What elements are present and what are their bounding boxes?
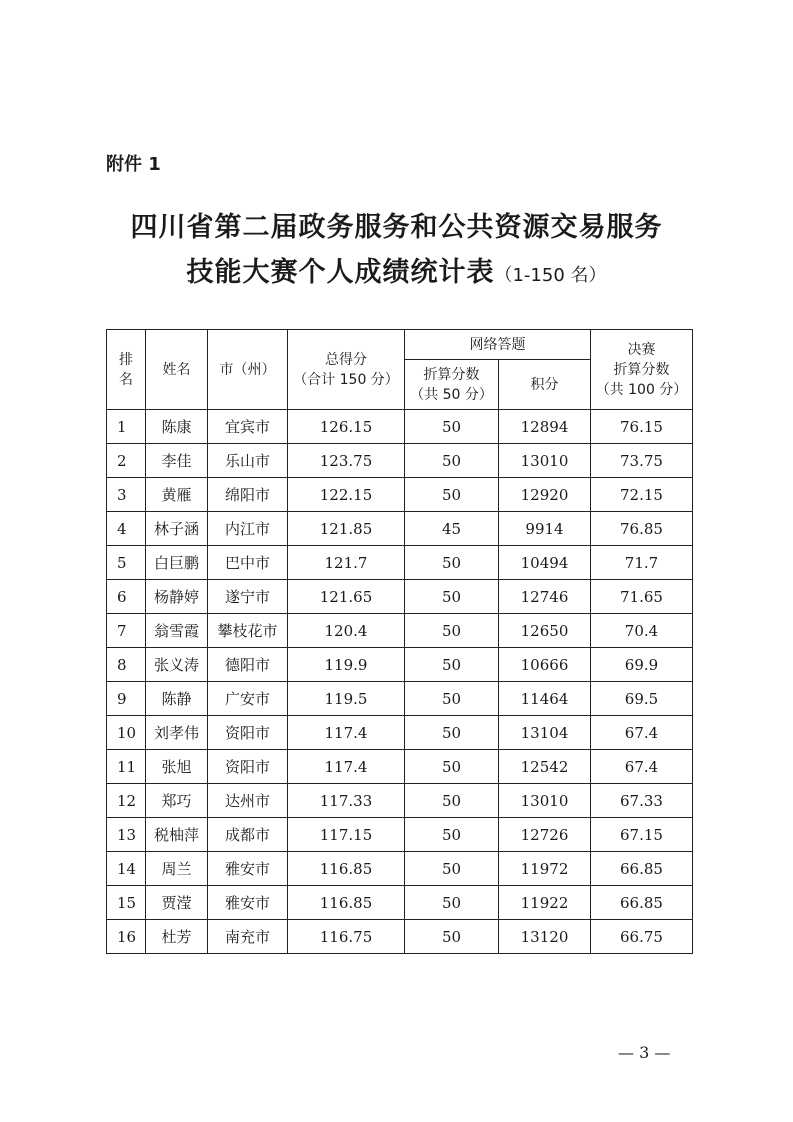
header-online-score-1: 折算分数 <box>423 366 480 383</box>
cell-rank: 1 <box>107 410 146 444</box>
cell-total: 119.5 <box>288 682 405 716</box>
table-row <box>107 444 693 478</box>
cell-total: 117.4 <box>288 716 405 750</box>
cell-points: 12746 <box>499 580 591 614</box>
cell-total: 119.9 <box>288 648 405 682</box>
cell-rank: 12 <box>107 784 146 818</box>
cell-points: 11464 <box>499 682 591 716</box>
cell-name: 李佳 <box>146 444 208 478</box>
table-row <box>107 478 693 512</box>
cell-points: 12894 <box>499 410 591 444</box>
table-row <box>107 750 693 784</box>
cell-city: 资阳市 <box>208 716 288 750</box>
cell-online-score: 50 <box>405 886 499 920</box>
cell-rank: 5 <box>107 546 146 580</box>
cell-final: 67.15 <box>591 818 693 852</box>
cell-total: 120.4 <box>288 614 405 648</box>
cell-name: 税柚萍 <box>146 818 208 852</box>
header-total-1: 总得分 <box>325 351 367 368</box>
cell-total: 116.75 <box>288 920 405 954</box>
header-online-score-2: （共 50 分） <box>410 386 493 403</box>
cell-city: 宜宾市 <box>208 410 288 444</box>
cell-name: 杜芳 <box>146 920 208 954</box>
cell-points: 12542 <box>499 750 591 784</box>
cell-final: 71.7 <box>591 546 693 580</box>
cell-rank: 7 <box>107 614 146 648</box>
cell-name: 杨静婷 <box>146 580 208 614</box>
cell-points: 13104 <box>499 716 591 750</box>
cell-name: 郑巧 <box>146 784 208 818</box>
cell-city: 乐山市 <box>208 444 288 478</box>
cell-city: 成都市 <box>208 818 288 852</box>
cell-final: 66.85 <box>591 852 693 886</box>
cell-final: 66.75 <box>591 920 693 954</box>
cell-online-score: 50 <box>405 614 499 648</box>
cell-name: 白巨鹏 <box>146 546 208 580</box>
cell-final: 66.85 <box>591 886 693 920</box>
cell-name: 刘孝伟 <box>146 716 208 750</box>
cell-online-score: 50 <box>405 920 499 954</box>
header-online-score <box>405 360 499 410</box>
cell-points: 12726 <box>499 818 591 852</box>
header-city: 市（州） <box>208 330 288 410</box>
cell-final: 72.15 <box>591 478 693 512</box>
header-final <box>591 330 693 410</box>
header-rank <box>107 330 146 410</box>
header-total-2: （合计 150 分） <box>293 371 399 388</box>
cell-total: 116.85 <box>288 886 405 920</box>
cell-name: 翁雪霞 <box>146 614 208 648</box>
table-row <box>107 920 693 954</box>
cell-points: 11922 <box>499 886 591 920</box>
cell-points: 13120 <box>499 920 591 954</box>
cell-online-score: 50 <box>405 682 499 716</box>
table-row <box>107 410 693 444</box>
cell-final: 76.85 <box>591 512 693 546</box>
header-final-2: 折算分数 <box>613 361 670 378</box>
cell-online-score: 50 <box>405 410 499 444</box>
attachment-label: 附件 1 <box>106 154 161 175</box>
table-row <box>107 512 693 546</box>
cell-online-score: 50 <box>405 784 499 818</box>
cell-final: 67.4 <box>591 750 693 784</box>
cell-final: 67.33 <box>591 784 693 818</box>
cell-online-score: 50 <box>405 580 499 614</box>
cell-points: 13010 <box>499 444 591 478</box>
cell-final: 67.4 <box>591 716 693 750</box>
document-title-line1: 四川省第二届政务服务和公共资源交易服务 <box>130 212 663 243</box>
header-total <box>288 330 405 410</box>
table-row <box>107 852 693 886</box>
cell-points: 12650 <box>499 614 591 648</box>
cell-name: 张义涛 <box>146 648 208 682</box>
cell-rank: 4 <box>107 512 146 546</box>
cell-final: 69.9 <box>591 648 693 682</box>
cell-city: 雅安市 <box>208 886 288 920</box>
cell-online-score: 50 <box>405 852 499 886</box>
cell-points: 9914 <box>499 512 591 546</box>
cell-rank: 13 <box>107 818 146 852</box>
cell-rank: 15 <box>107 886 146 920</box>
cell-online-score: 50 <box>405 444 499 478</box>
cell-online-score: 50 <box>405 716 499 750</box>
table-row <box>107 784 693 818</box>
cell-online-score: 45 <box>405 512 499 546</box>
header-rank-2: 名 <box>119 371 133 388</box>
cell-final: 69.5 <box>591 682 693 716</box>
cell-name: 贾滢 <box>146 886 208 920</box>
cell-total: 117.15 <box>288 818 405 852</box>
table-row <box>107 546 693 580</box>
cell-city: 攀枝花市 <box>208 614 288 648</box>
cell-online-score: 50 <box>405 546 499 580</box>
cell-total: 121.65 <box>288 580 405 614</box>
table-row <box>107 682 693 716</box>
table-row <box>107 886 693 920</box>
cell-total: 121.7 <box>288 546 405 580</box>
header-name: 姓名 <box>146 330 208 410</box>
cell-points: 13010 <box>499 784 591 818</box>
cell-points: 10666 <box>499 648 591 682</box>
cell-city: 巴中市 <box>208 546 288 580</box>
cell-rank: 2 <box>107 444 146 478</box>
cell-rank: 11 <box>107 750 146 784</box>
cell-rank: 9 <box>107 682 146 716</box>
cell-points: 11972 <box>499 852 591 886</box>
cell-total: 117.4 <box>288 750 405 784</box>
cell-final: 71.65 <box>591 580 693 614</box>
cell-name: 陈康 <box>146 410 208 444</box>
cell-name: 张旭 <box>146 750 208 784</box>
cell-final: 76.15 <box>591 410 693 444</box>
cell-points: 12920 <box>499 478 591 512</box>
cell-total: 116.85 <box>288 852 405 886</box>
table-row <box>107 580 693 614</box>
cell-name: 陈静 <box>146 682 208 716</box>
cell-name: 林子涵 <box>146 512 208 546</box>
cell-city: 资阳市 <box>208 750 288 784</box>
header-rank-1: 排 <box>119 351 133 368</box>
cell-final: 73.75 <box>591 444 693 478</box>
cell-total: 121.85 <box>288 512 405 546</box>
cell-rank: 16 <box>107 920 146 954</box>
cell-city: 遂宁市 <box>208 580 288 614</box>
table-row <box>107 818 693 852</box>
cell-online-score: 50 <box>405 478 499 512</box>
cell-city: 德阳市 <box>208 648 288 682</box>
document-title-line2 <box>0 250 793 289</box>
cell-city: 雅安市 <box>208 852 288 886</box>
header-final-1: 决赛 <box>627 341 656 358</box>
header-final-3: （共 100 分） <box>595 381 688 398</box>
cell-rank: 14 <box>107 852 146 886</box>
results-table <box>106 329 693 954</box>
cell-city: 南充市 <box>208 920 288 954</box>
title-range: （1-150 名） <box>494 265 607 286</box>
cell-rank: 3 <box>107 478 146 512</box>
cell-final: 70.4 <box>591 614 693 648</box>
cell-city: 广安市 <box>208 682 288 716</box>
table-row <box>107 648 693 682</box>
page-number: — 3 — <box>618 1043 671 1062</box>
cell-rank: 6 <box>107 580 146 614</box>
header-online: 网络答题 <box>405 330 591 360</box>
cell-online-score: 50 <box>405 750 499 784</box>
cell-city: 达州市 <box>208 784 288 818</box>
cell-total: 123.75 <box>288 444 405 478</box>
table-row <box>107 716 693 750</box>
cell-total: 126.15 <box>288 410 405 444</box>
cell-online-score: 50 <box>405 648 499 682</box>
cell-rank: 10 <box>107 716 146 750</box>
cell-points: 10494 <box>499 546 591 580</box>
cell-total: 122.15 <box>288 478 405 512</box>
cell-online-score: 50 <box>405 818 499 852</box>
cell-name: 黄雁 <box>146 478 208 512</box>
cell-name: 周兰 <box>146 852 208 886</box>
table-row <box>107 614 693 648</box>
header-online-points: 积分 <box>499 360 591 410</box>
cell-rank: 8 <box>107 648 146 682</box>
title-main: 技能大赛个人成绩统计表 <box>186 257 495 288</box>
cell-city: 绵阳市 <box>208 478 288 512</box>
cell-total: 117.33 <box>288 784 405 818</box>
cell-city: 内江市 <box>208 512 288 546</box>
